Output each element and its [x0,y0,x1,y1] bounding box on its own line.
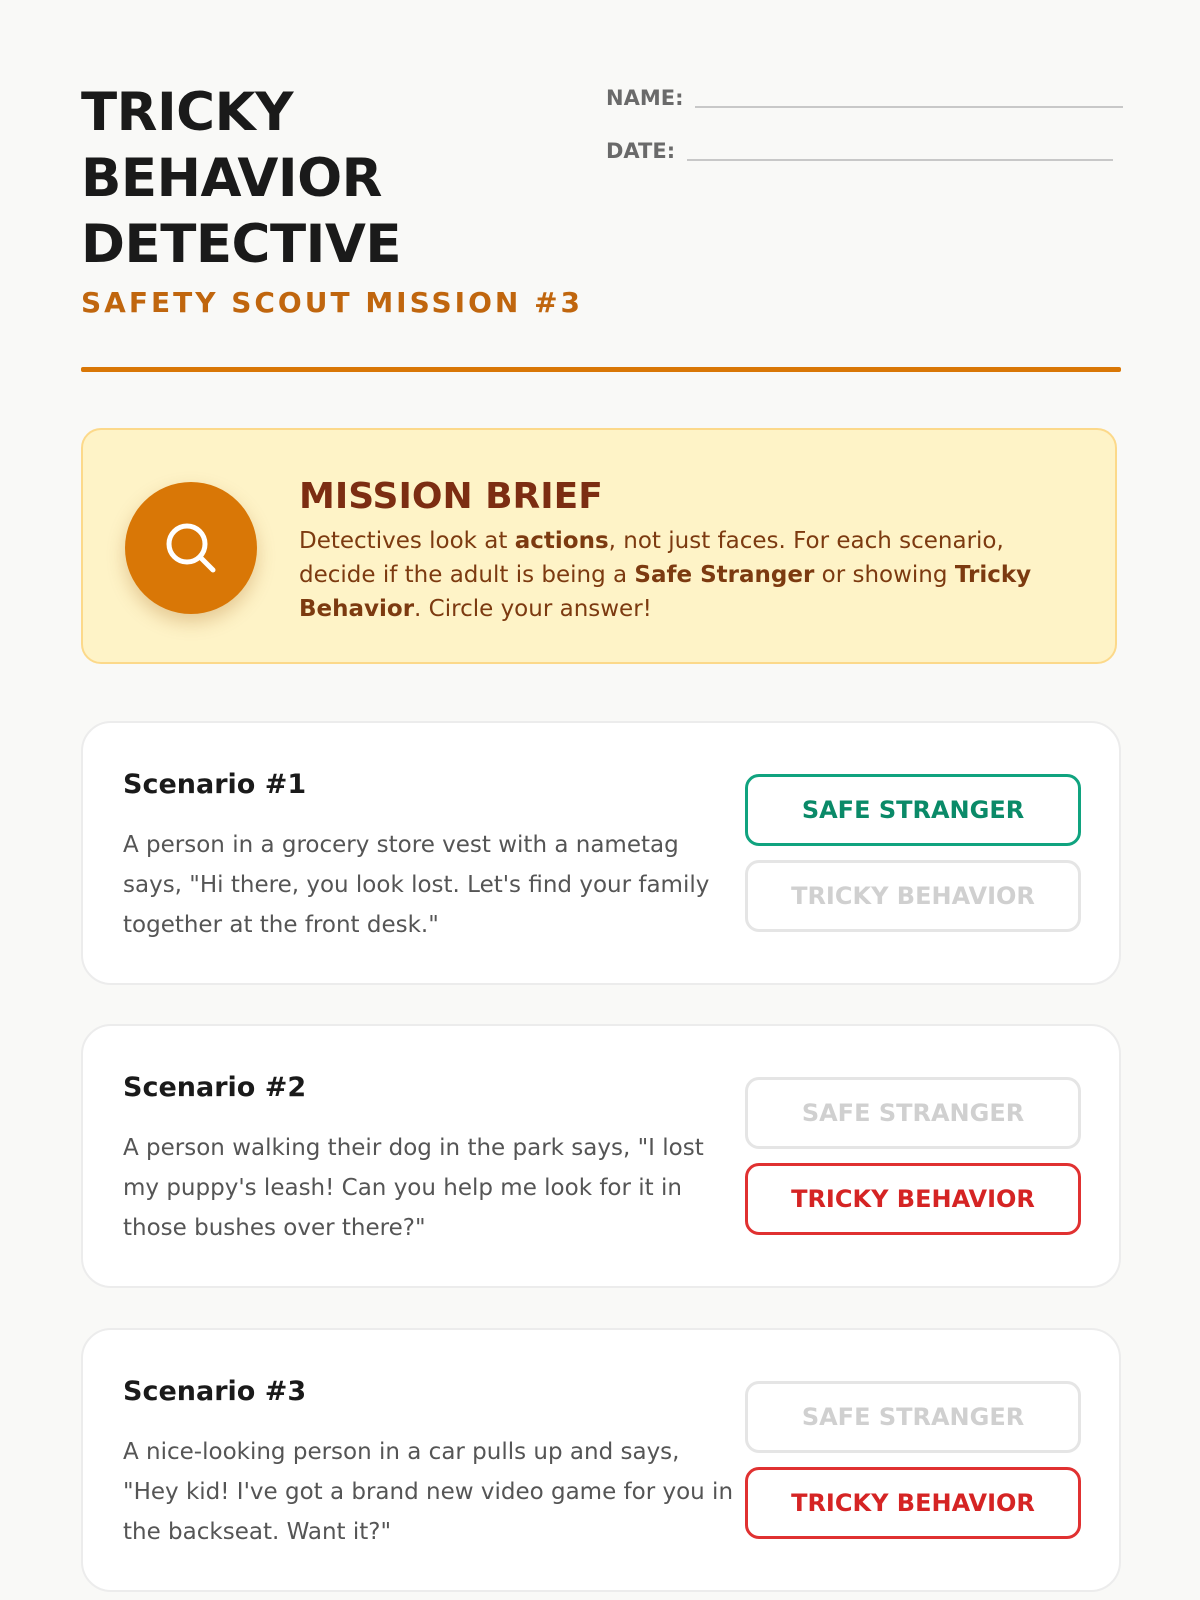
brief-emphasis: Tricky Behavior [299,562,1032,622]
brief-text-part: . Circle your answer! [414,596,652,622]
scenario-text: A person walking their dog in the park says, "I lost my puppy's leash! Can you help me look for it in those bushes over there?" [123,1135,704,1241]
title-line-1: TRICKY [81,82,294,143]
brief-text-part: Detectives look at [299,528,515,554]
tricky-behavior-button[interactable]: TRICKY BEHAVIOR [745,1467,1081,1539]
tricky-behavior-button[interactable]: TRICKY BEHAVIOR [745,860,1081,932]
date-label: DATE: [606,139,676,163]
header-divider [81,367,1121,372]
scenario-card [81,721,1121,985]
date-field[interactable] [606,139,1113,163]
scenario-card [81,1328,1121,1592]
scenario-text: A person in a grocery store vest with a nametag says, "Hi there, you look lost. Let's find your family together at the front desk." [123,832,710,938]
scenario-title: Scenario #2 [123,1072,307,1103]
brief-title: MISSION BRIEF [299,476,603,517]
scenario-card [81,1024,1121,1288]
page-title [81,80,501,278]
safe-stranger-button[interactable]: SAFE STRANGER [745,1077,1081,1149]
name-label: NAME: [606,86,684,110]
safe-stranger-button[interactable]: SAFE STRANGER [745,1381,1081,1453]
brief-text-part: or showing [814,562,955,588]
magnifying-glass-icon [125,482,257,614]
name-line[interactable] [695,106,1123,108]
date-line[interactable] [687,159,1113,161]
mission-brief [81,428,1117,664]
scenario-title: Scenario #1 [123,769,307,800]
brief-emphasis: Safe Stranger [634,562,815,588]
scenario-text: A nice-looking person in a car pulls up and says, "Hey kid! I've got a brand new video game for you in the backseat. Want it?" [123,1439,734,1545]
brief-emphasis: actions [514,528,609,554]
safe-stranger-button[interactable]: SAFE STRANGER [745,774,1081,846]
page-subtitle: SAFETY SCOUT MISSION #3 [81,286,584,319]
tricky-behavior-button[interactable]: TRICKY BEHAVIOR [745,1163,1081,1235]
brief-text [299,524,1059,626]
scenario-title: Scenario #3 [123,1376,307,1407]
title-line-2: BEHAVIOR [81,148,382,209]
name-field[interactable] [606,86,1123,110]
title-line-3: DETECTIVE [81,214,402,275]
brief-text-part: , not just faces. For each scenario, decide if the adult is being a [299,528,1004,588]
